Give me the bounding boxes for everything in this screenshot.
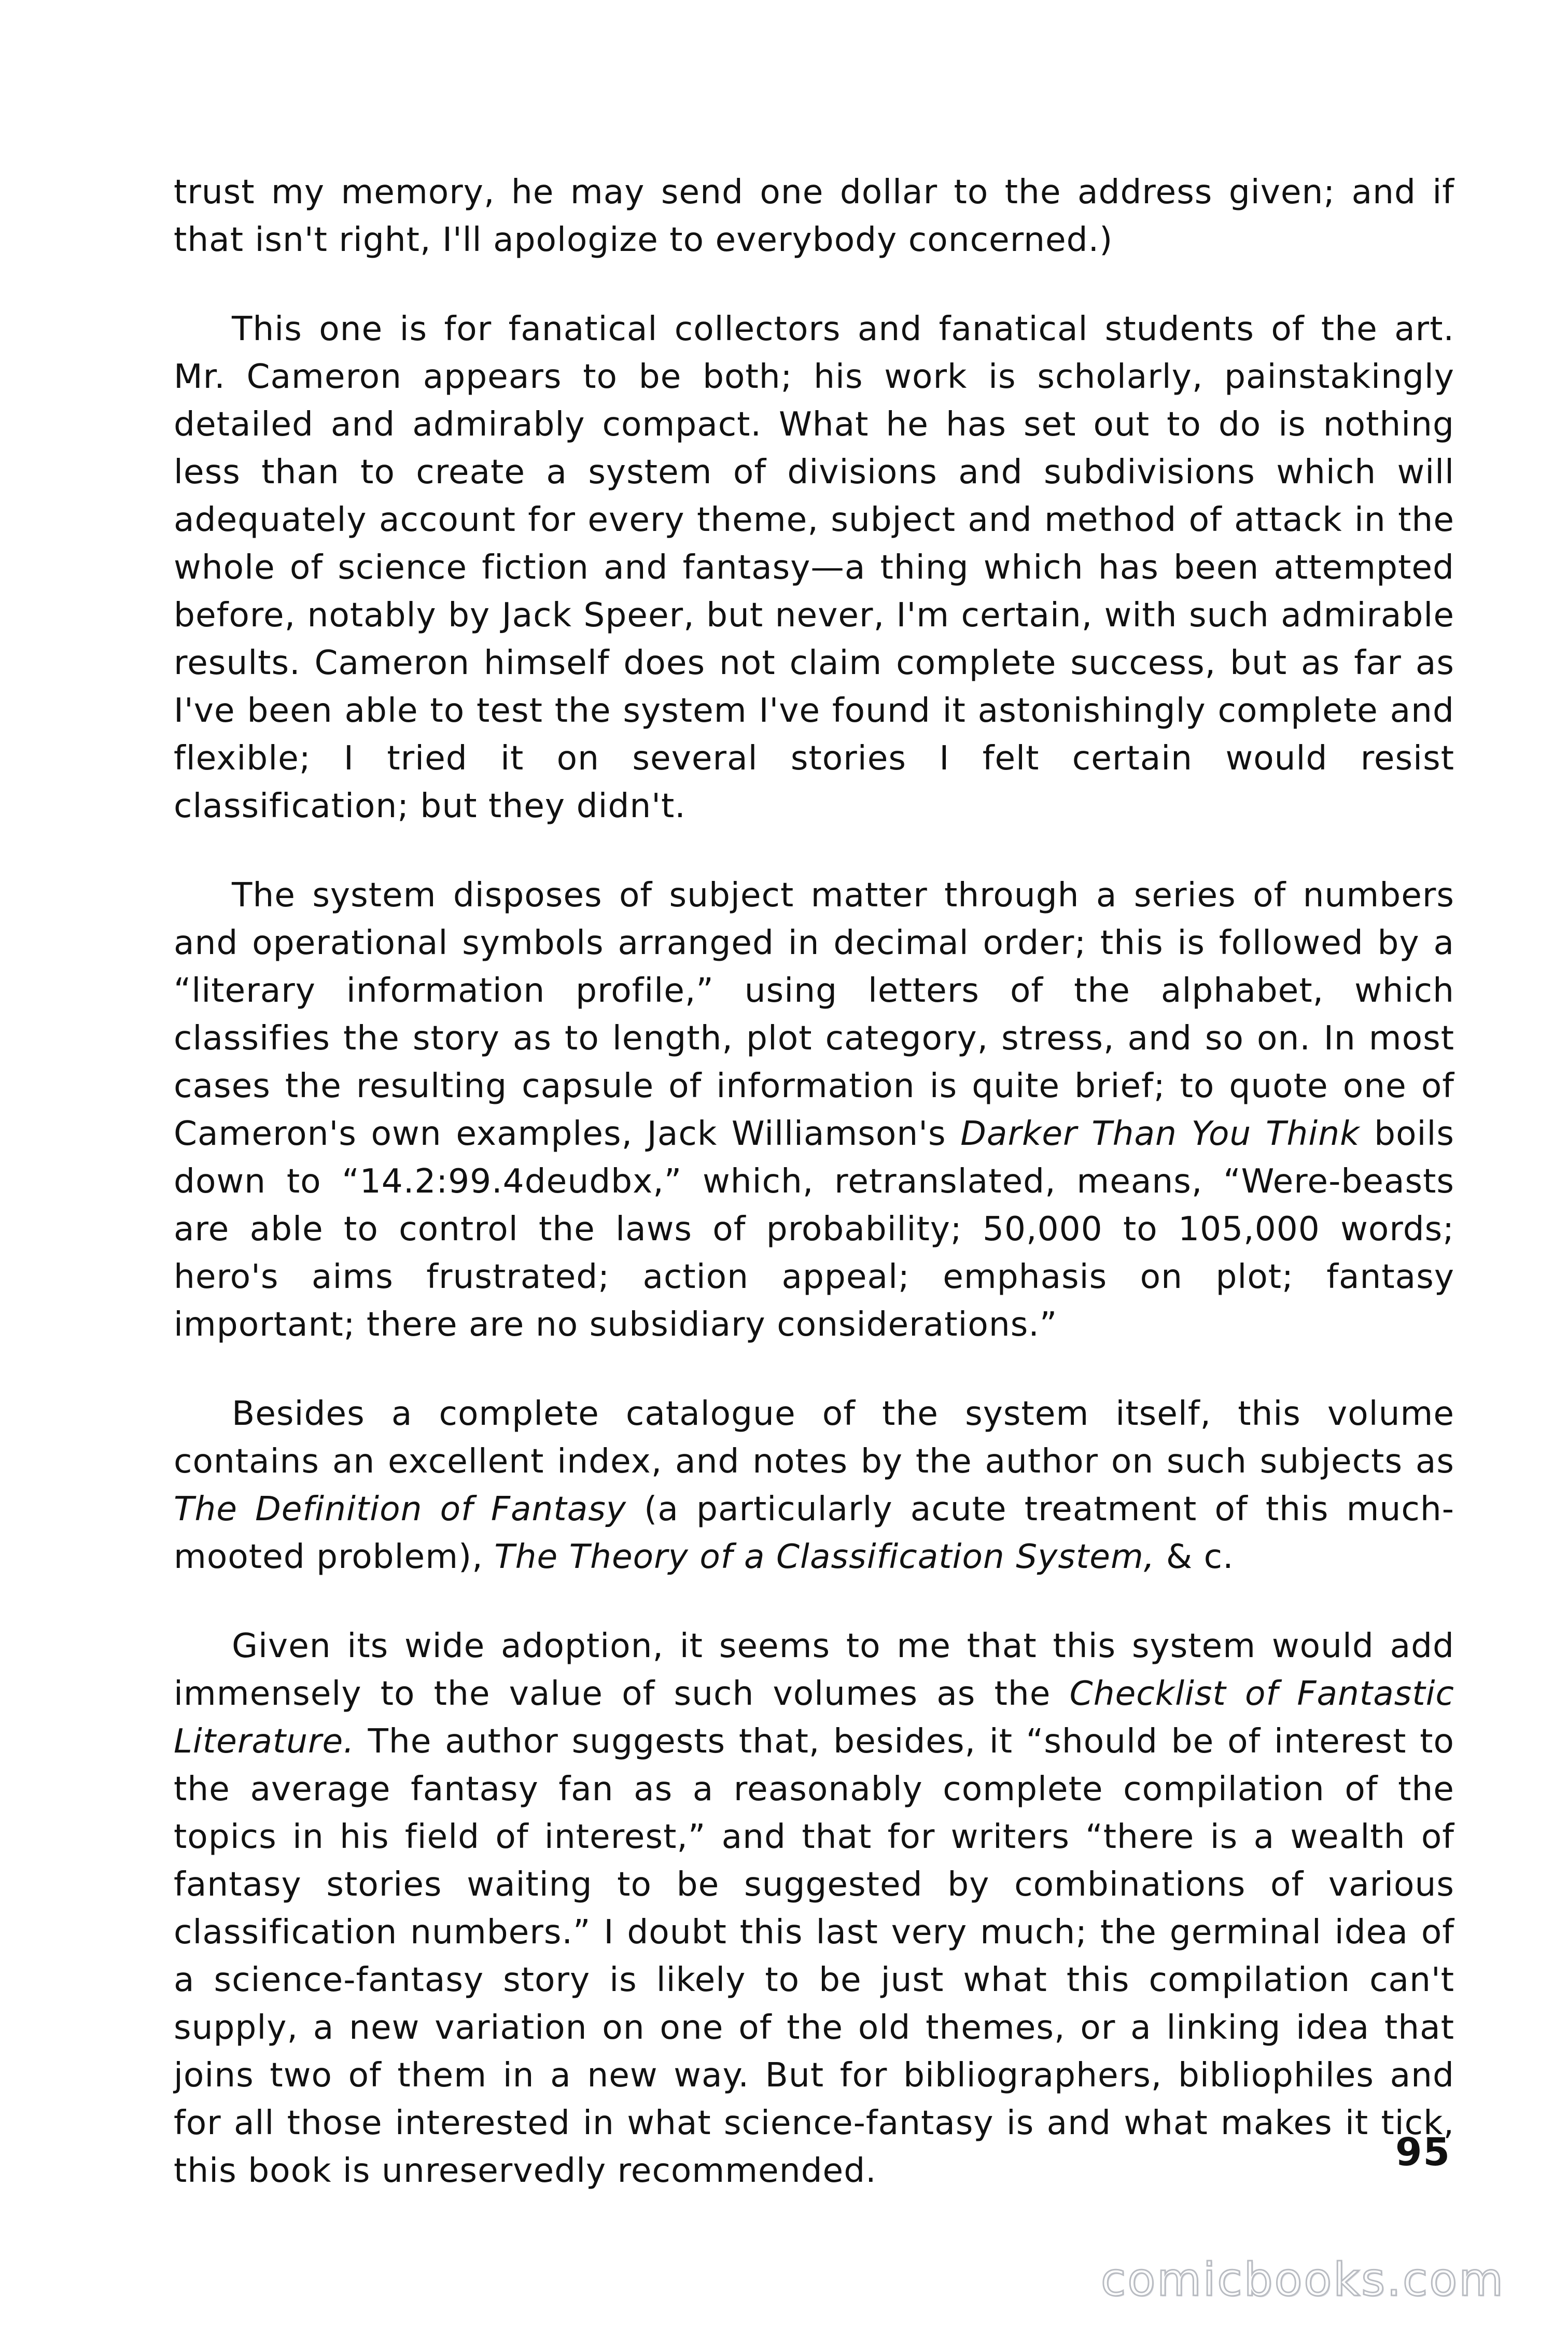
text-run: trust my memory, he may send one dollar to the address given; and if that isn't right, I'll apologize to everybody concerned.) bbox=[174, 173, 1454, 259]
paragraph-2 bbox=[174, 305, 1454, 830]
text-run: & c. bbox=[1155, 1537, 1234, 1576]
page-number: 95 bbox=[1395, 2130, 1451, 2175]
book-title-italic: Checklist of Fantastic Literature. bbox=[174, 1674, 1454, 1761]
body-text bbox=[174, 169, 1454, 2195]
chapter-title-italic: The Theory of a Classification System, bbox=[494, 1537, 1155, 1576]
text-run: Given its wide adoption, it seems to me that this system would add immensely to the value of such volumes as the bbox=[174, 1627, 1454, 1713]
text-run: boils down to “14.2:99.4deudbx,” which, retranslated, means, “Were-beasts are able to control the laws of probability; 50,000 to 105,000 words; hero's aims frustrated; action appeal; emphasis on plot; fantasy important; there are no subsidiary considerations.” bbox=[174, 1114, 1454, 1344]
paragraph-3 bbox=[174, 872, 1454, 1349]
chapter-title-italic: The Definition of Fantasy bbox=[174, 1490, 627, 1529]
paragraph-4 bbox=[174, 1390, 1454, 1581]
text-run: (a particularly acute treatment of this much-mooted problem), bbox=[174, 1490, 1455, 1576]
text-run: The author suggests that, besides, it “should be of interest to the average fantasy fan as a reasonably complete compilation of the topics in his field of interest,” and that for writers “there is a wealth of fantasy stories waiting to be suggested by combinations of various classification numbers.” I doubt this last very much; the germinal idea of a science-fantasy story is likely to be just what this compilation can't supply, a new variation on one of the old themes, or a linking idea that joins two of them in a new way. But for bibliographers, bibliophiles and for all those interested in what science-fantasy is and what makes it tick, this book is unreservedly recommended. bbox=[174, 1722, 1454, 2190]
text-run: Besides a complete catalogue of the system itself, this volume contains an excellent index, and notes by the author on such subjects as bbox=[174, 1394, 1454, 1481]
book-title-italic: Darker Than You Think bbox=[960, 1114, 1360, 1153]
text-run: The system disposes of subject matter through a series of numbers and operational symbols arranged in decimal order; this is followed by a “literary information profile,” using letters of the alphabet, which classifies the story as to length, plot category, stress, and so on. In most cases the resulting capsule of information is quite brief; to quote one of Cameron's own examples, Jack Williamson's bbox=[174, 876, 1454, 1153]
watermark: comicbooks.com bbox=[1100, 2253, 1505, 2306]
text-run: This one is for fanatical collectors and fanatical students of the art. Mr. Cameron appears to be both; his work is scholarly, painstakingly detailed and admirably compact. What he has set out to do is nothing less than to create a system of divisions and subdivisions which will adequately account for every theme, subject and method of attack in the whole of science fiction and fantasy—a thing which has been attempted before, notably by Jack Speer, but never, I'm certain, with such admirable results. Cameron himself does not claim complete success, but as far as I've been able to test the system I've found it astonishingly complete and flexible; I tried it on several stories I felt certain would resist classification; but they didn't. bbox=[174, 310, 1454, 825]
paragraph-1 bbox=[174, 169, 1454, 264]
paragraph-5 bbox=[174, 1622, 1454, 2195]
